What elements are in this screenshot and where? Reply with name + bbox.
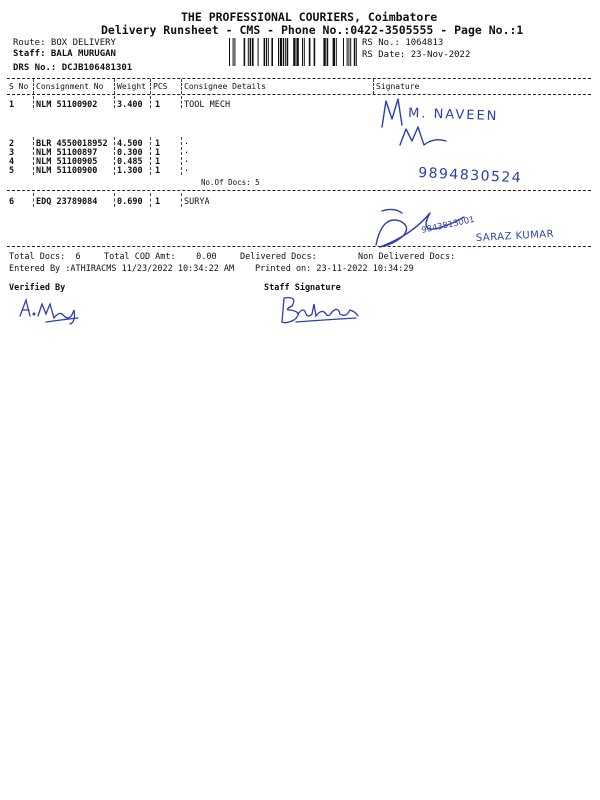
row-sep [150, 193, 151, 207]
col-consignment: Consignment No [36, 82, 104, 91]
sig2-name: SARAZ KUMAR [475, 228, 555, 244]
barcode-bar [229, 38, 230, 66]
sig2-phone: 9843813001 [420, 214, 476, 236]
barcode-bar [302, 38, 303, 66]
row-sep [181, 96, 182, 108]
barcode [229, 38, 357, 66]
barcode-bar [354, 38, 356, 66]
barcode-bar [234, 38, 235, 66]
row3-weight: 0.300 [117, 148, 143, 158]
col-sno: S No [9, 82, 29, 91]
barcode-bar [287, 38, 289, 66]
staff-signature-label: Staff Signature [264, 283, 341, 293]
barcode-bar [343, 38, 344, 66]
route-label: Route: BOX DELIVERY [13, 38, 116, 48]
non-delivered-docs: Non Delivered Docs: [358, 252, 456, 262]
barcode-bar [271, 38, 273, 66]
row-sep [150, 137, 151, 175]
barcode-bar [333, 38, 335, 66]
row-sep [181, 137, 182, 175]
row1-pcs: 1 [155, 100, 161, 110]
handwritten-signatures [372, 95, 600, 255]
row2-weight: 4.500 [117, 139, 143, 149]
barcode-bar [296, 38, 298, 66]
entered-by: Entered By :ATHIRACMS 11/23/2022 10:34:22 AM [9, 264, 235, 274]
barcode-bar [356, 38, 357, 66]
sig1-phone: 9894830524 [417, 165, 523, 187]
row6-weight: 0.690 [117, 197, 143, 207]
row5-pcs: 1 [155, 166, 161, 176]
row-sep [33, 96, 34, 108]
total-cod: Total COD Amt: 0.00 [104, 252, 217, 262]
row-sep [150, 96, 151, 108]
row6-consignment: EDQ 23789084 [36, 197, 98, 207]
row2-consignment: BLR 4550018952 [36, 139, 108, 149]
barcode-bar [264, 38, 266, 66]
row-sep [114, 193, 115, 207]
total-docs: Total Docs: 6 [9, 252, 81, 262]
row5-weight: 1.300 [117, 166, 143, 176]
row5-consignee: . [184, 164, 190, 174]
row4-sno: 4 [9, 157, 15, 167]
barcode-bar [280, 38, 282, 66]
row6-consignee: SURYA [184, 197, 210, 207]
barcode-bar [323, 38, 325, 66]
divider-top [7, 78, 591, 79]
barcode-bar [336, 38, 337, 66]
row4-consignment: NLM 51100905 [36, 157, 98, 167]
barcode-bar [350, 38, 351, 66]
verified-by-signature [16, 296, 86, 326]
col-sep [181, 79, 182, 94]
row-sep [114, 96, 115, 108]
barcode-bar [258, 38, 259, 66]
row1-consignment: NLM 51100902 [36, 100, 98, 110]
staff-signature [276, 292, 362, 326]
barcode-bar [314, 38, 316, 66]
row1-consignee: TOOL MECH [184, 100, 231, 110]
row5-consignment: NLM 51100900 [36, 166, 98, 176]
row3-pcs: 1 [155, 148, 161, 158]
row2-sno: 2 [9, 139, 15, 149]
row-sep [181, 193, 182, 207]
row1-weight: 3.400 [117, 100, 143, 110]
row4-consignee: . [184, 155, 190, 165]
row-sep [33, 193, 34, 207]
row3-consignment: NLM 51100897 [36, 148, 98, 158]
row3-consignee: . [184, 146, 190, 156]
barcode-bar [293, 38, 295, 66]
row1-sno: 1 [9, 100, 15, 110]
row5-sno: 5 [9, 166, 15, 176]
company-title: THE PROFESSIONAL COURIERS, Coimbatore [181, 10, 438, 24]
col-pcs: PCS [153, 82, 168, 91]
barcode-bar [244, 38, 246, 66]
row4-pcs: 1 [155, 157, 161, 167]
barcode-bar [252, 38, 254, 66]
verified-by-label: Verified By [9, 283, 66, 293]
sig1-name: M. NAVEEN [407, 106, 499, 125]
barcode-bar [304, 38, 305, 66]
barcode-bar [285, 38, 286, 66]
col-signature: Signature [376, 82, 420, 91]
runsheet-subtitle: Delivery Runsheet - CMS - Phone No.:0422-3505555 - Page No.:1 [101, 23, 524, 37]
barcode-bar [248, 38, 249, 66]
row6-sno: 6 [9, 197, 15, 207]
rs-number: RS No.: 1064813 [362, 38, 444, 48]
col-sep [33, 79, 34, 94]
barcode-bar [233, 38, 234, 66]
row4-weight: 0.485 [117, 157, 143, 167]
no-of-docs: No.Of Docs: 5 [201, 178, 260, 187]
rs-date: RS Date: 23-Nov-2022 [362, 50, 471, 60]
row-sep [114, 137, 115, 175]
delivered-docs: Delivered Docs: [240, 252, 317, 262]
col-weight: Weight [117, 82, 146, 91]
row2-consignee: . [184, 137, 190, 147]
row3-sno: 3 [9, 148, 15, 158]
barcode-bar [348, 38, 349, 66]
row2-pcs: 1 [155, 139, 161, 149]
barcode-bar [268, 38, 269, 66]
row6-pcs: 1 [155, 197, 161, 207]
barcode-bar [250, 38, 252, 66]
barcode-bar [266, 38, 267, 66]
row-sep [33, 137, 34, 175]
barcode-bar [327, 38, 329, 66]
barcode-bar [278, 38, 279, 66]
drs-number: DRS No.: DCJB106481301 [13, 63, 133, 73]
col-sep [150, 79, 151, 94]
printed-on: Printed on: 23-11-2022 10:34:29 [255, 264, 414, 274]
col-sep [373, 79, 374, 94]
barcode-bar [283, 38, 284, 66]
col-sep [114, 79, 115, 94]
col-consignee: Consignee Details [184, 82, 266, 91]
staff-label: Staff: BALA MURUGAN [13, 49, 116, 59]
barcode-bar [347, 38, 348, 66]
barcode-bar [309, 38, 311, 66]
